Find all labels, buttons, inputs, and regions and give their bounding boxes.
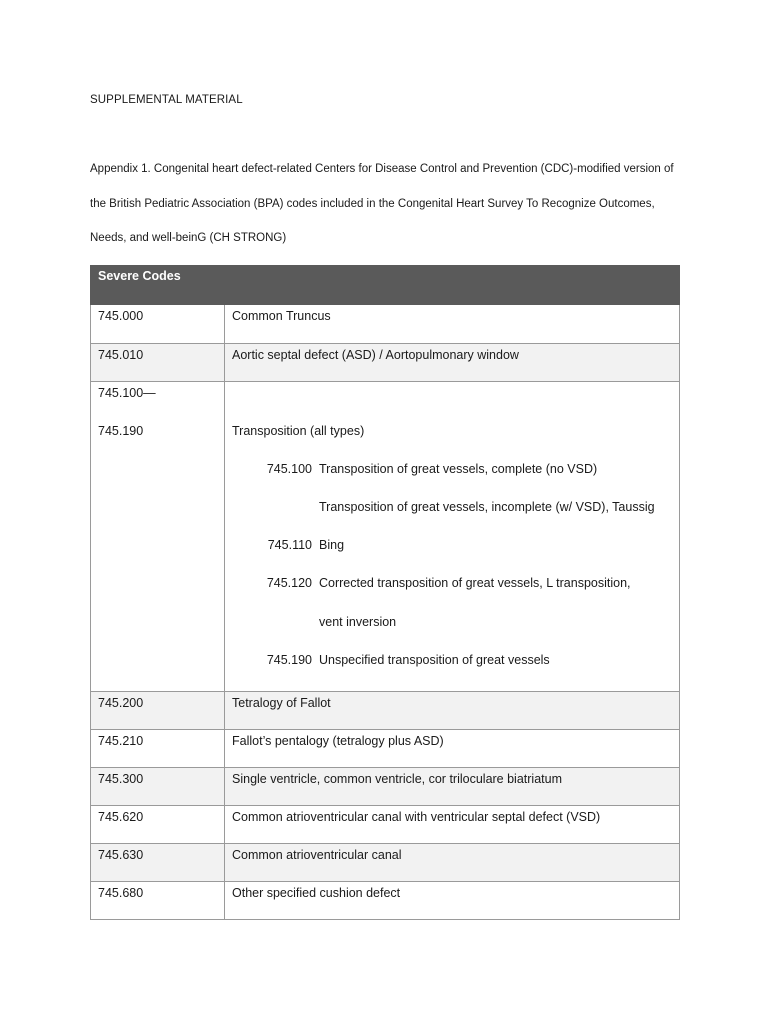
description-cell: Fallot’s pentalogy (tetralogy plus ASD) bbox=[225, 730, 680, 768]
transposition-title: Transposition (all types) bbox=[232, 423, 365, 438]
sub-code: 745.100 bbox=[266, 461, 312, 476]
sub-description: Transposition of great vessels, complete (no VSD) bbox=[319, 461, 598, 476]
transposition-row bbox=[91, 381, 680, 692]
description-cell: Aortic septal defect (ASD) / Aortopulmonary window bbox=[225, 343, 680, 381]
table-row bbox=[91, 844, 680, 882]
sub-code-line bbox=[232, 653, 679, 691]
description-cell: Common Truncus bbox=[225, 305, 680, 343]
description-cell: Common atrioventricular canal bbox=[225, 844, 680, 882]
header-cell-codes: Severe Codes bbox=[91, 265, 225, 305]
sub-description: Bing bbox=[319, 538, 345, 553]
code-cell: 745.010 bbox=[91, 343, 225, 381]
sub-description: vent inversion bbox=[319, 614, 397, 629]
table-header-row bbox=[91, 265, 680, 305]
code-cell: 745.630 bbox=[91, 844, 225, 882]
sub-code bbox=[232, 615, 312, 653]
table-row bbox=[91, 806, 680, 844]
sub-code-line bbox=[232, 576, 679, 614]
code-cell: 745.200 bbox=[91, 692, 225, 730]
sub-description: Unspecified transposition of great vessels bbox=[319, 652, 550, 667]
table-row bbox=[91, 305, 680, 343]
table-row bbox=[91, 730, 680, 768]
appendix-caption: Appendix 1. Congenital heart defect-related Centers for Disease Control and Prevention (CDC)-modified version of the British Pediatric Association (BPA) codes included in the Congenital Heart Survey To Recognize Outcomes, Needs, and well-beinG (CH STRONG) bbox=[90, 163, 674, 244]
sub-code-line bbox=[232, 500, 679, 538]
code-range-start: 745.100— bbox=[98, 385, 156, 400]
sub-code bbox=[232, 500, 312, 538]
sub-code: 745.190 bbox=[266, 652, 312, 667]
table-row bbox=[91, 768, 680, 806]
severe-codes-table bbox=[90, 265, 680, 920]
header-cell-empty bbox=[225, 265, 680, 305]
spacer-line bbox=[232, 386, 679, 424]
description-cell: Other specified cushion defect bbox=[225, 882, 680, 920]
code-cell: 745.300 bbox=[91, 768, 225, 806]
code-range-cell bbox=[91, 381, 225, 692]
sub-description: Corrected transposition of great vessels, L transposition, bbox=[319, 576, 631, 591]
transposition-description-cell bbox=[225, 381, 680, 692]
sub-code-line bbox=[232, 615, 679, 653]
code-range-end: 745.190 bbox=[98, 423, 144, 438]
table-row bbox=[91, 343, 680, 381]
sub-code: 745.110 bbox=[267, 538, 312, 553]
code-cell: 745.680 bbox=[91, 882, 225, 920]
code-cell: 745.620 bbox=[91, 806, 225, 844]
description-cell: Common atrioventricular canal with ventricular septal defect (VSD) bbox=[225, 806, 680, 844]
code-cell: 745.210 bbox=[91, 730, 225, 768]
description-cell: Tetralogy of Fallot bbox=[225, 692, 680, 730]
description-cell: Single ventricle, common ventricle, cor triloculare biatriatum bbox=[225, 768, 680, 806]
sub-code-line bbox=[232, 462, 679, 500]
code-cell: 745.000 bbox=[91, 305, 225, 343]
table-row bbox=[91, 692, 680, 730]
table-row bbox=[91, 882, 680, 920]
sub-code: 745.120 bbox=[266, 576, 312, 591]
section-heading: SUPPLEMENTAL MATERIAL bbox=[90, 94, 243, 106]
sub-code-line bbox=[232, 538, 679, 576]
sub-description: Transposition of great vessels, incomplete (w/ VSD), Taussig bbox=[319, 500, 655, 515]
